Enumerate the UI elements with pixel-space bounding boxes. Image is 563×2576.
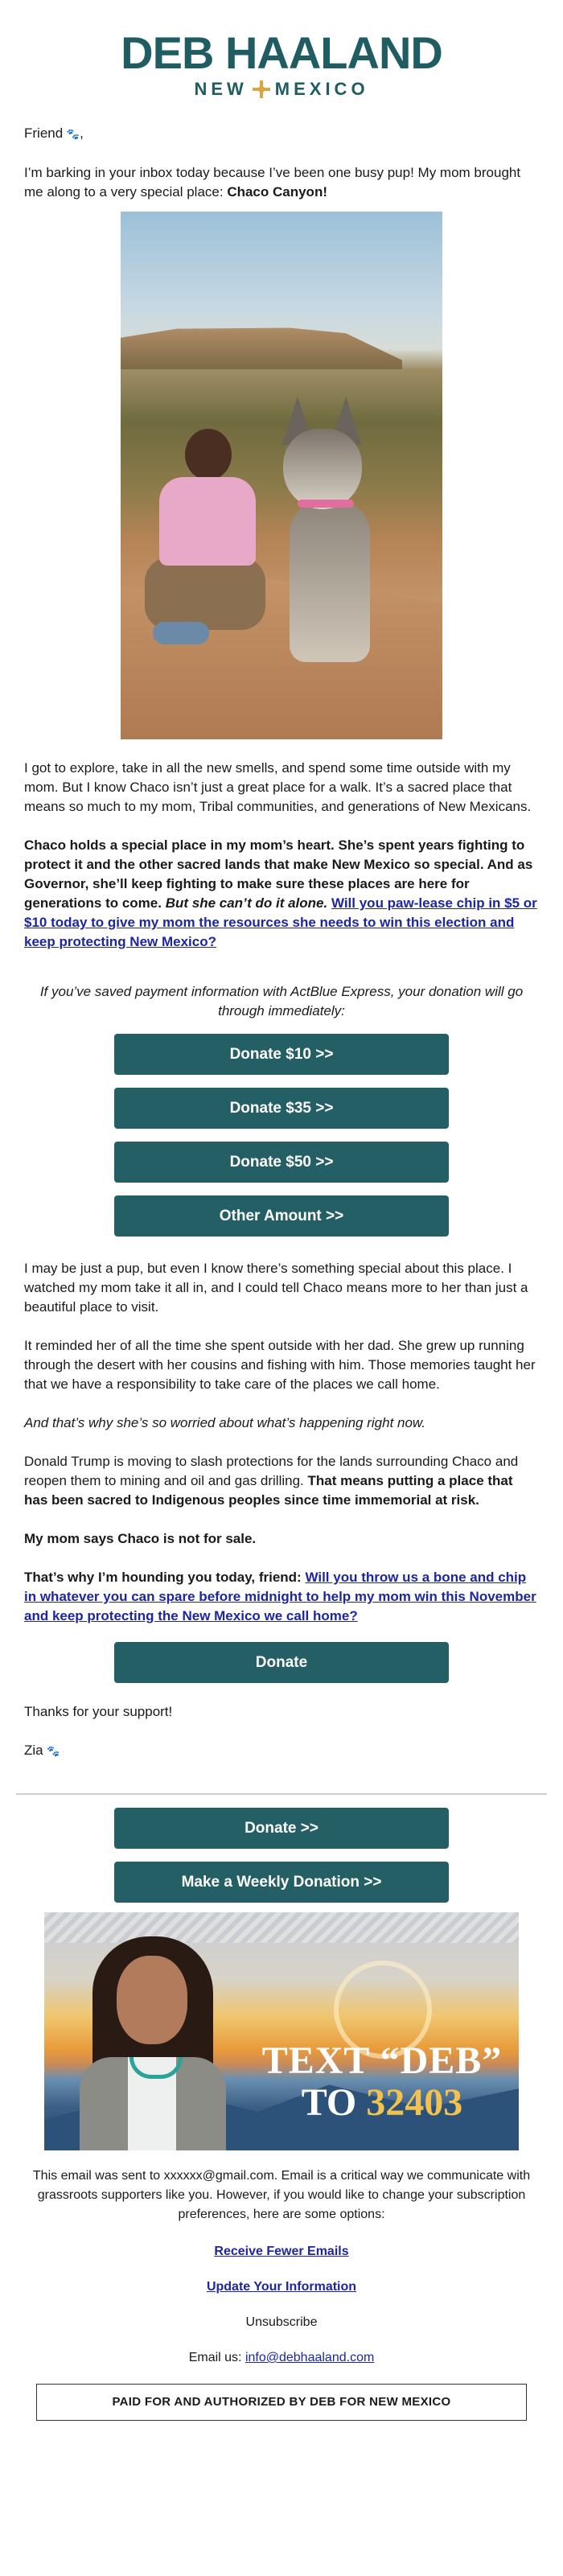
banner-text-line2	[261, 2083, 503, 2123]
email-footer	[24, 2167, 539, 2421]
signoff-line	[24, 1741, 539, 1761]
banner-shortcode: 32403	[366, 2081, 463, 2124]
dog-photo	[121, 212, 442, 739]
receive-fewer-emails-link[interactable]: Receive Fewer Emails	[214, 2245, 349, 2258]
greeting-line: Friend 🐾,	[24, 124, 539, 144]
worried-paragraph	[24, 1414, 539, 1433]
zia-sun-icon	[253, 80, 270, 98]
pup-paragraph: I may be just a pup, but even I know there’s something special about this place. I watched my mom take it all in, and I could tell Chaco means more to her than just a beautiful place to visit.	[24, 1261, 528, 1315]
photo-dog	[273, 397, 386, 662]
photo-person	[137, 429, 282, 662]
donate-35-button[interactable]: Donate $35 >>	[114, 1088, 449, 1129]
logo-name: DEB HAALAND	[121, 27, 442, 78]
banner-to: TO	[301, 2081, 367, 2124]
worried-text: And that’s why she’s so worried about what’s happening right now.	[24, 1415, 425, 1430]
thanks-line: Thanks for your support!	[24, 1704, 173, 1719]
donate-main-button[interactable]: Donate	[114, 1642, 449, 1683]
fewer-emails-line	[24, 2242, 539, 2261]
memories-paragraph: It reminded her of all the time she spent outside with her dad. She grew up running through the desert with her cousins and fishing with him. Those memories taught her that we have a responsibility to take care of the places we call home.	[24, 1338, 536, 1392]
logo-subtitle	[24, 79, 539, 100]
not-for-sale-text: My mom says Chaco is not for sale.	[24, 1531, 257, 1546]
contact-email-link[interactable]: info@debhaaland.com	[245, 2351, 375, 2364]
paid-for-disclaimer: PAID FOR AND AUTHORIZED BY DEB FOR NEW MEXICO	[36, 2384, 527, 2421]
express-note: If you’ve saved payment information with ActBlue Express, your donation will go through immediately:	[39, 984, 524, 1018]
greeting: Friend	[24, 126, 64, 141]
footer-donate-button[interactable]: Donate >>	[114, 1808, 449, 1849]
signoff: Zia	[24, 1743, 43, 1758]
footer-buttons	[24, 1808, 539, 1903]
intro-bold: Chaco Canyon!	[227, 184, 327, 200]
email-us-line	[24, 2348, 539, 2368]
photo-mesa	[121, 324, 402, 369]
update-info-line	[24, 2278, 539, 2297]
candidate-portrait	[76, 1936, 229, 2150]
explore-paragraph: I got to explore, take in all the new smells, and spend some time outside with my mom. But I know Chaco isn’t just a great place for a walk. It’s a sacred place that means so much to my mom, Tribal communities, and generations of New Mexicans.	[24, 760, 532, 814]
weekly-donation-button[interactable]: Make a Weekly Donation >>	[114, 1862, 449, 1903]
chip-in-link[interactable]: Will you paw-lease chip in $5 or $10 today to give my mom the resources she needs to win this election and keep protecting New Mexico?	[24, 895, 537, 949]
unsubscribe-line	[24, 2313, 539, 2332]
donate-50-button[interactable]: Donate $50 >>	[114, 1142, 449, 1183]
divider	[16, 1793, 547, 1795]
logo-sub-right: MEXICO	[274, 79, 369, 99]
logo-sub-left: NEW	[194, 79, 248, 99]
campaign-logo[interactable]	[24, 0, 539, 100]
trump-paragraph	[24, 1452, 539, 1510]
trump-bold: That means putting a place that has been sacred to Indigenous peoples since time immemorial at risk.	[24, 1473, 513, 1508]
hounding-bold: That’s why I’m hounding you today, friend:	[24, 1570, 306, 1585]
sent-to-notice: This email was sent to xxxxxx@gmail.com. Email is a critical way we communicate with grassroots supporters like you. However, if you would like to change your subscription preferences, here are some options:	[32, 2169, 531, 2221]
throw-bone-link[interactable]: Will you throw us a bone and chip in whatever you can spare before midnight to help my mom win this November and keep protecting the New Mexico we call home?	[24, 1570, 536, 1623]
chaco-bold: Chaco holds a special place in my mom’s heart. She’s spent years fighting to protect it and the other sacred lands that make New Mexico so special. And as Governor, she’ll keep fighting to make sure these places are here for generations to come.	[24, 837, 533, 911]
other-amount-button[interactable]: Other Amount >>	[114, 1195, 449, 1237]
paw-prints-icon: 🐾	[47, 1745, 60, 1757]
update-information-link[interactable]: Update Your Information	[206, 2280, 357, 2294]
text-deb-banner[interactable]	[44, 1912, 519, 2150]
hounding-paragraph	[24, 1568, 539, 1626]
intro-paragraph	[24, 163, 539, 202]
chaco-bold-italic: But she can’t do it alone.	[165, 895, 328, 911]
chaco-paragraph	[24, 836, 539, 952]
email-body	[24, 0, 539, 2421]
not-for-sale-paragraph	[24, 1529, 539, 1549]
banner-text-line1: TEXT “DEB”	[261, 2039, 503, 2082]
paw-prints-icon: 🐾	[66, 128, 80, 140]
donate-10-button[interactable]: Donate $10 >>	[114, 1034, 449, 1075]
unsubscribe-link[interactable]: Unsubscribe	[245, 2315, 318, 2329]
donate-buttons	[24, 1034, 539, 1237]
email-us-label: Email us:	[188, 2351, 245, 2364]
trump-text: Donald Trump is moving to slash protections for the lands surrounding Chaco and reopen them to mining and oil and gas drilling.	[24, 1454, 519, 1488]
intro-text: I’m barking in your inbox today because I’ve been one busy pup! My mom brought me along to a very special place:	[24, 165, 521, 200]
